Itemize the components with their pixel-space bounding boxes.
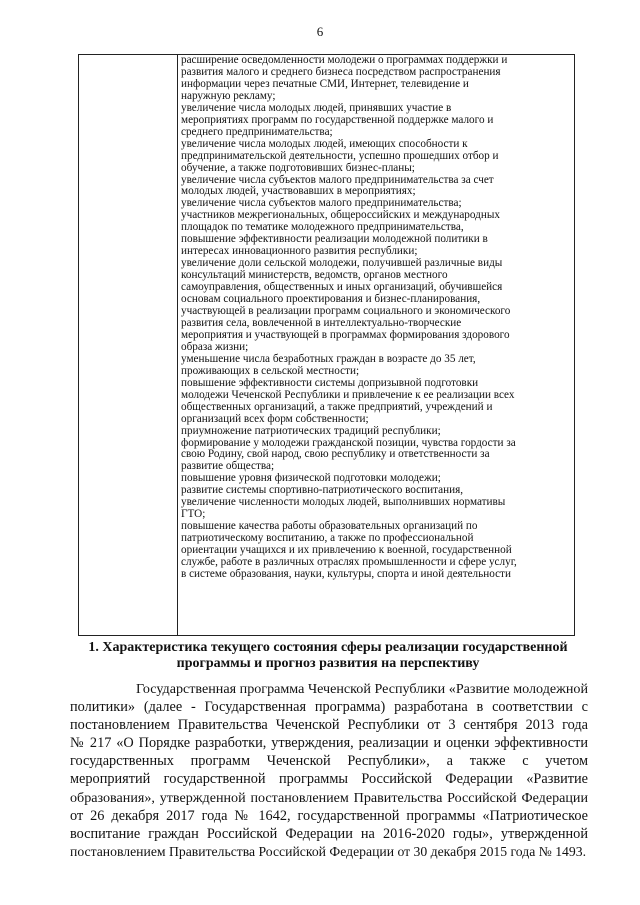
table-text-line: участвующей в реализации программ социального и экономического [181, 305, 511, 318]
table-text-line: в системе образования, науки, культуры, спорта и иной деятельности [181, 567, 511, 580]
table-text-line: общественных организаций, а также предприятий, учреждений и [181, 400, 493, 413]
table-text-line: формирование у молодежи гражданской позиции, чувства гордости за [181, 436, 516, 449]
table-text-line: основам социального проектирования и бизнес-планирования, [181, 293, 481, 306]
table-text-line: развития малого и среднего бизнеса посредством распространения [181, 65, 501, 78]
paragraph-line: мероприятий государственной программы Российской Федерации «Развитие [70, 771, 588, 788]
paragraph-line: Государственная программа Чеченской Республики «Развитие молодежной [136, 681, 588, 697]
table-text-line: приумножение патриотических традиций республики; [181, 424, 441, 437]
paragraph-line: воспитание граждан Российской Федерации на 2016-2020 годы», утвержденной [70, 825, 588, 842]
table-text-line: уменьшение числа безработных граждан в возрасте до 35 лет, [181, 352, 476, 365]
heading-line: 1. Характеристика текущего состояния сферы реализации государственной [88, 640, 568, 655]
table-text-line: увеличение числа молодых людей, принявших участие в [181, 101, 452, 114]
table-text-line: патриотическому воспитанию, а также по профессиональной [181, 532, 474, 545]
table-text-line: ГТО; [181, 508, 206, 521]
table-text-line: увеличение доли сельской молодежи, получившей различные виды [181, 257, 503, 270]
paragraph-line: образования», утвержденной постановлением Правительства Российской Федерации [70, 789, 588, 806]
table-text-line: образа жизни; [181, 340, 249, 353]
table-text-line: развитие системы спортивно-патриотического воспитания, [181, 484, 464, 497]
paragraph-line: государственных программ Чеченской Республики», а также с учетом [70, 753, 588, 770]
table-text-line: развития села, вовлеченной в интеллектуально-творческие [181, 316, 462, 329]
body-paragraph [70, 680, 588, 861]
table-text-line: мероприятия и участвующей в программах формирования здорового [181, 328, 510, 341]
table-text-line: развитие общества; [181, 460, 275, 473]
table-text-line: молодых людей, участвовавших в мероприятиях; [181, 185, 416, 198]
table-text-line: молодежи Чеченской Республики и привлечение к ее реализации всех [181, 388, 515, 401]
table-text-line: предпринимательской деятельности, успешно прошедших отбор и [181, 149, 499, 162]
goals-table [78, 54, 575, 636]
table-text-line: увеличение числа субъектов малого предпринимательства за счет [181, 173, 494, 186]
table-text-line: свою Родину, свой народ, свою республику и ответственности за [181, 448, 490, 461]
table-text-line: мероприятиях программ по государственной поддержке малого и [181, 113, 494, 126]
table-text-line: обучение, а также подготовивших бизнес-планы; [181, 161, 415, 174]
table-text-line: информации через печатные СМИ, Интернет, телевидение и [181, 77, 469, 90]
table-text-line: службе, работе в различных отраслях промышленности и сфере услуг, [181, 556, 517, 569]
table-text-line: увеличение числа субъектов малого предпринимательства; [181, 197, 462, 210]
page-number: 6 [316, 24, 324, 39]
table-text-line: увеличение численности молодых людей, выполнивших нормативы [181, 496, 506, 509]
paragraph-line: постановлением Правительства Российской Федерации от 30 декабря 2015 года № 1493. [70, 843, 586, 859]
table-text-line: повышение эффективности системы допризывной подготовки [181, 376, 479, 389]
paragraph-line: постановлением Правительства Чеченской Республики от 3 сентября 2013 года [70, 717, 588, 734]
table-text-line: среднего предпринимательства; [181, 125, 333, 138]
table-text-line: участников межрегиональных, общероссийских и международных [181, 209, 500, 222]
table-cell-text [181, 55, 570, 581]
table-text-line: интересах инновационного развития республики; [181, 245, 418, 258]
table-text-line: повышение эффективности реализации молодежной политики в [181, 233, 488, 246]
table-text-line: увеличение числа молодых людей, имеющих способности к [181, 137, 468, 150]
paragraph-line: № 217 «О Порядке разработки, утверждения, реализации и оценки эффективности [70, 735, 588, 752]
table-text-line: проживающих в сельской местности; [181, 364, 360, 377]
table-text-line: консультаций министерств, ведомств, органов местного [181, 269, 448, 282]
table-text-line: организаций всех форм собственности; [181, 412, 369, 425]
table-text-line: повышение качества работы образовательных организаций по [181, 520, 478, 533]
table-text-line: самоуправления, общественных и иных организаций, обучившейся [181, 281, 503, 294]
table-text-line: расширение осведомленности молодежи о программах поддержки и [181, 54, 508, 66]
table-text-line: ориентации учащихся и их привлечению к военной, государственной [181, 544, 512, 557]
table-text-line: наружную рекламу; [181, 89, 276, 102]
table-column-divider [177, 55, 178, 635]
paragraph-line: от 26 декабря 2017 года № 1642, государственной программы «Патриотическое [70, 807, 588, 824]
section-heading [68, 640, 588, 671]
heading-line: программы и прогноз развития на перспективу [176, 655, 480, 671]
paragraph-line: политики» (далее - Государственная программа) разработана в соответствии с [70, 699, 588, 716]
table-text-line: площадок по тематике молодежного предпринимательства, [181, 221, 464, 234]
table-text-line: повышение уровня физической подготовки молодежи; [181, 472, 441, 485]
